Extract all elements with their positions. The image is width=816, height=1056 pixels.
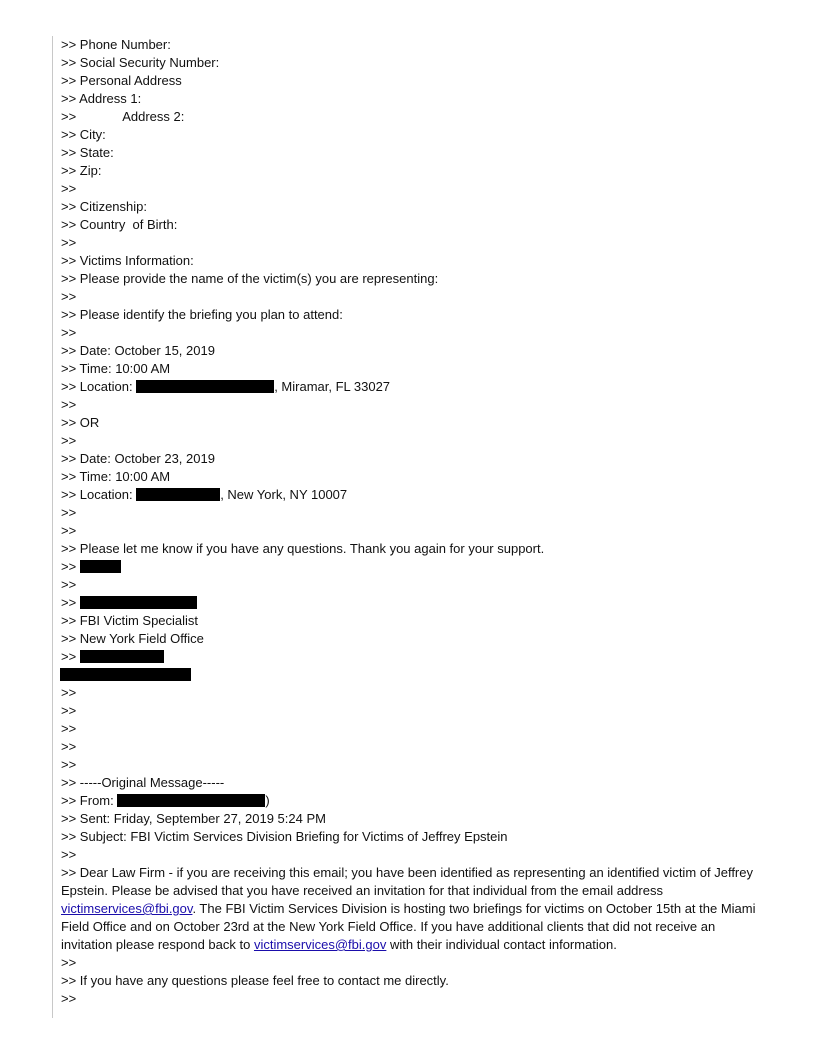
quote-marker: >> <box>61 109 77 124</box>
briefing1-location <box>61 378 761 396</box>
closing-line: >> Please let me know if you have any questions. Thank you again for your support. <box>61 541 545 556</box>
briefing1-date: >> Date: October 15, 2019 <box>61 343 215 358</box>
state-line: >> State: <box>61 145 114 160</box>
blank-quote-line: >> <box>61 181 77 196</box>
zip-line: >> Zip: <box>61 163 102 178</box>
blank-quote-line: >> <box>61 757 77 772</box>
signature-title: >> FBI Victim Specialist <box>61 613 199 628</box>
briefing2-location <box>61 486 761 504</box>
city-line: >> City: <box>61 127 106 142</box>
address2-line <box>61 108 761 126</box>
original-message-header: >> -----Original Message----- <box>61 775 225 790</box>
blank-quote-line: >> <box>61 991 77 1006</box>
message-part1: >> Dear Law Firm - if you are receiving this email; you have been identified as representing an identified victim of Jeffrey Epstein. Please be advised that you have received an invitation for that individual from the email address <box>61 865 753 898</box>
briefing2-time: >> Time: 10:00 AM <box>61 469 171 484</box>
quote-margin-rule <box>52 36 53 1018</box>
location-suffix: , Miramar, FL 33027 <box>274 379 391 394</box>
redaction-box <box>60 668 191 681</box>
signature-name-line <box>61 558 761 576</box>
quote-marker: >> <box>61 559 77 574</box>
redaction-box <box>136 488 220 501</box>
email-document <box>61 36 761 1008</box>
country-of-birth-line: >> Country of Birth: <box>61 217 178 232</box>
location-label: >> Location: <box>61 379 133 394</box>
briefing1-time: >> Time: 10:00 AM <box>61 361 171 376</box>
personal-address-line: >> Personal Address <box>61 73 182 88</box>
email-link[interactable]: victimservices@fbi.gov <box>61 901 193 916</box>
blank-quote-line: >> <box>61 289 77 304</box>
blank-quote-line: >> <box>61 505 77 520</box>
email-link[interactable]: victimservices@fbi.gov <box>253 937 387 952</box>
blank-quote-line: >> <box>61 703 77 718</box>
message-part3: with their individual contact information. <box>386 937 617 952</box>
sent-line: >> Sent: Friday, September 27, 2019 5:24 PM <box>61 811 326 826</box>
blank-quote-line: >> <box>61 739 77 754</box>
quote-marker: >> <box>61 595 77 610</box>
redaction-box <box>80 596 197 609</box>
ssn-line: >> Social Security Number: <box>61 55 220 70</box>
briefing-question: >> Please identify the briefing you plan to attend: <box>61 307 343 322</box>
redaction-box <box>80 650 164 663</box>
victims-info-heading: >> Victims Information: <box>61 253 194 268</box>
from-close: ) <box>265 793 270 808</box>
signature-office: >> New York Field Office <box>61 631 204 646</box>
contact-line: >> If you have any questions please feel free to contact me directly. <box>61 973 449 988</box>
message-body <box>61 864 761 954</box>
redacted-line <box>61 666 761 684</box>
address2-label: Address 2: <box>122 109 185 124</box>
blank-quote-line: >> <box>61 847 77 862</box>
signature-phone-line <box>61 648 761 666</box>
quote-marker: >> <box>61 649 77 664</box>
or-line: >> OR <box>61 415 100 430</box>
address1-line: >> Address 1: <box>61 91 142 106</box>
redaction-box <box>117 794 265 807</box>
subject-line: >> Subject: FBI Victim Services Division Briefing for Victims of Jeffrey Epstein <box>61 829 508 844</box>
blank-quote-line: >> <box>61 433 77 448</box>
phone-number-line: >> Phone Number: <box>61 37 171 52</box>
blank-quote-line: >> <box>61 685 77 700</box>
signature-name-line <box>61 594 761 612</box>
briefing2-date: >> Date: October 23, 2019 <box>61 451 215 466</box>
redaction-box <box>80 560 121 573</box>
from-line <box>61 792 761 810</box>
location-suffix: , New York, NY 10007 <box>220 487 348 502</box>
blank-quote-line: >> <box>61 955 77 970</box>
citizenship-line: >> Citizenship: <box>61 199 147 214</box>
blank-quote-line: >> <box>61 235 77 250</box>
blank-quote-line: >> <box>61 721 77 736</box>
message-part2: . The FBI Victim Services Division is hosting two briefings for victims on October 15th at the Miami Field Office and on October 23rd at the New York Field Office. If you have additional clients that did not receive an invitation please respond back to <box>61 901 756 952</box>
redaction-box <box>136 380 274 393</box>
blank-quote-line: >> <box>61 325 77 340</box>
blank-quote-line: >> <box>61 523 77 538</box>
victim-names-question: >> Please provide the name of the victim(s) you are representing: <box>61 271 439 286</box>
blank-quote-line: >> <box>61 397 77 412</box>
blank-quote-line: >> <box>61 577 77 592</box>
from-label: >> From: <box>61 793 114 808</box>
location-label: >> Location: <box>61 487 133 502</box>
